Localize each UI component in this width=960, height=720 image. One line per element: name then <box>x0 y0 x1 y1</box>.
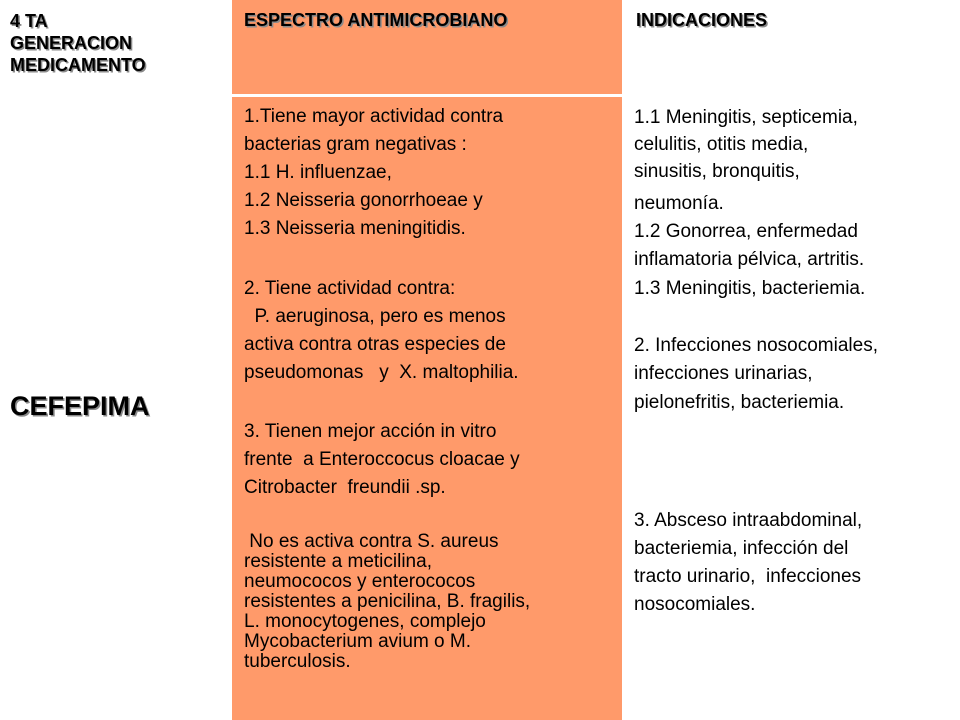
generation-header <box>10 10 220 76</box>
indications-header-cell <box>626 0 960 94</box>
indications-line: 1.1 Meningitis, septicemia, <box>634 107 858 128</box>
spectrum-line: 2. Tiene actividad contra: <box>244 278 456 299</box>
indications-line: 1.3 Meningitis, bacteriemia. <box>634 278 866 299</box>
spectrum-line: resistente a meticilina, <box>244 551 432 572</box>
spectrum-line: frente a Enteroccocus cloacae y <box>244 449 520 470</box>
indications-line: 3. Absceso intraabdominal, <box>634 510 863 531</box>
spectrum-line: 3. Tienen mejor acción in vitro <box>244 421 497 442</box>
spectrum-line: neumococos y enterococos <box>244 571 476 592</box>
spectrum-line: resistentes a penicilina, B. fragilis, <box>244 591 531 612</box>
indications-line: 1.2 Gonorrea, enfermedad <box>634 221 858 242</box>
generation-header-line: MEDICAMENTO <box>10 55 146 75</box>
indications-line: bacteriemia, infección del <box>634 538 849 559</box>
spectrum-line: bacterias gram negativas : <box>244 134 467 155</box>
spectrum-line: Citrobacter freundii .sp. <box>244 477 446 498</box>
indications-line: neumonía. <box>634 193 724 214</box>
spectrum-line: 1.2 Neisseria gonorrhoeae y <box>244 190 483 211</box>
indications-line: sinusitis, bronquitis, <box>634 161 800 182</box>
generation-header-line: GENERACION <box>10 33 133 53</box>
indications-body-cell <box>626 97 960 720</box>
spectrum-header: ESPECTRO ANTIMICROBIANO <box>244 10 508 30</box>
spectrum-line: Mycobacterium avium o M. <box>244 631 472 652</box>
indications-line: celulitis, otitis media, <box>634 134 809 155</box>
spectrum-line: pseudomonas y X. maltophilia. <box>244 362 519 383</box>
spectrum-line: activa contra otras especies de <box>244 334 506 355</box>
indications-header: INDICACIONES <box>636 10 768 30</box>
spectrum-line: 1.Tiene mayor actividad contra <box>244 106 504 127</box>
spectrum-line: L. monocytogenes, complejo <box>244 611 486 632</box>
spectrum-line: P. aeruginosa, pero es menos <box>244 306 506 327</box>
indications-line: tracto urinario, infecciones <box>634 566 862 587</box>
generation-header-line: 4 TA <box>10 11 48 31</box>
spectrum-line: tuberculosis. <box>244 651 351 672</box>
indications-line: pielonefritis, bacteriemia. <box>634 392 845 413</box>
spectrum-header-cell <box>232 0 622 94</box>
spectrum-line: 1.3 Neisseria meningitidis. <box>244 218 466 239</box>
spectrum-line: No es activa contra S. aureus <box>244 531 499 552</box>
spectrum-body-cell <box>232 97 622 720</box>
spectrum-line: 1.1 H. influenzae, <box>244 162 392 183</box>
indications-line: infecciones urinarias, <box>634 363 813 384</box>
indications-line: 2. Infecciones nosocomiales, <box>634 335 878 356</box>
indications-line: inflamatoria pélvica, artritis. <box>634 249 865 270</box>
indications-line: nosocomiales. <box>634 594 756 615</box>
drug-name: CEFEPIMA <box>10 391 150 421</box>
